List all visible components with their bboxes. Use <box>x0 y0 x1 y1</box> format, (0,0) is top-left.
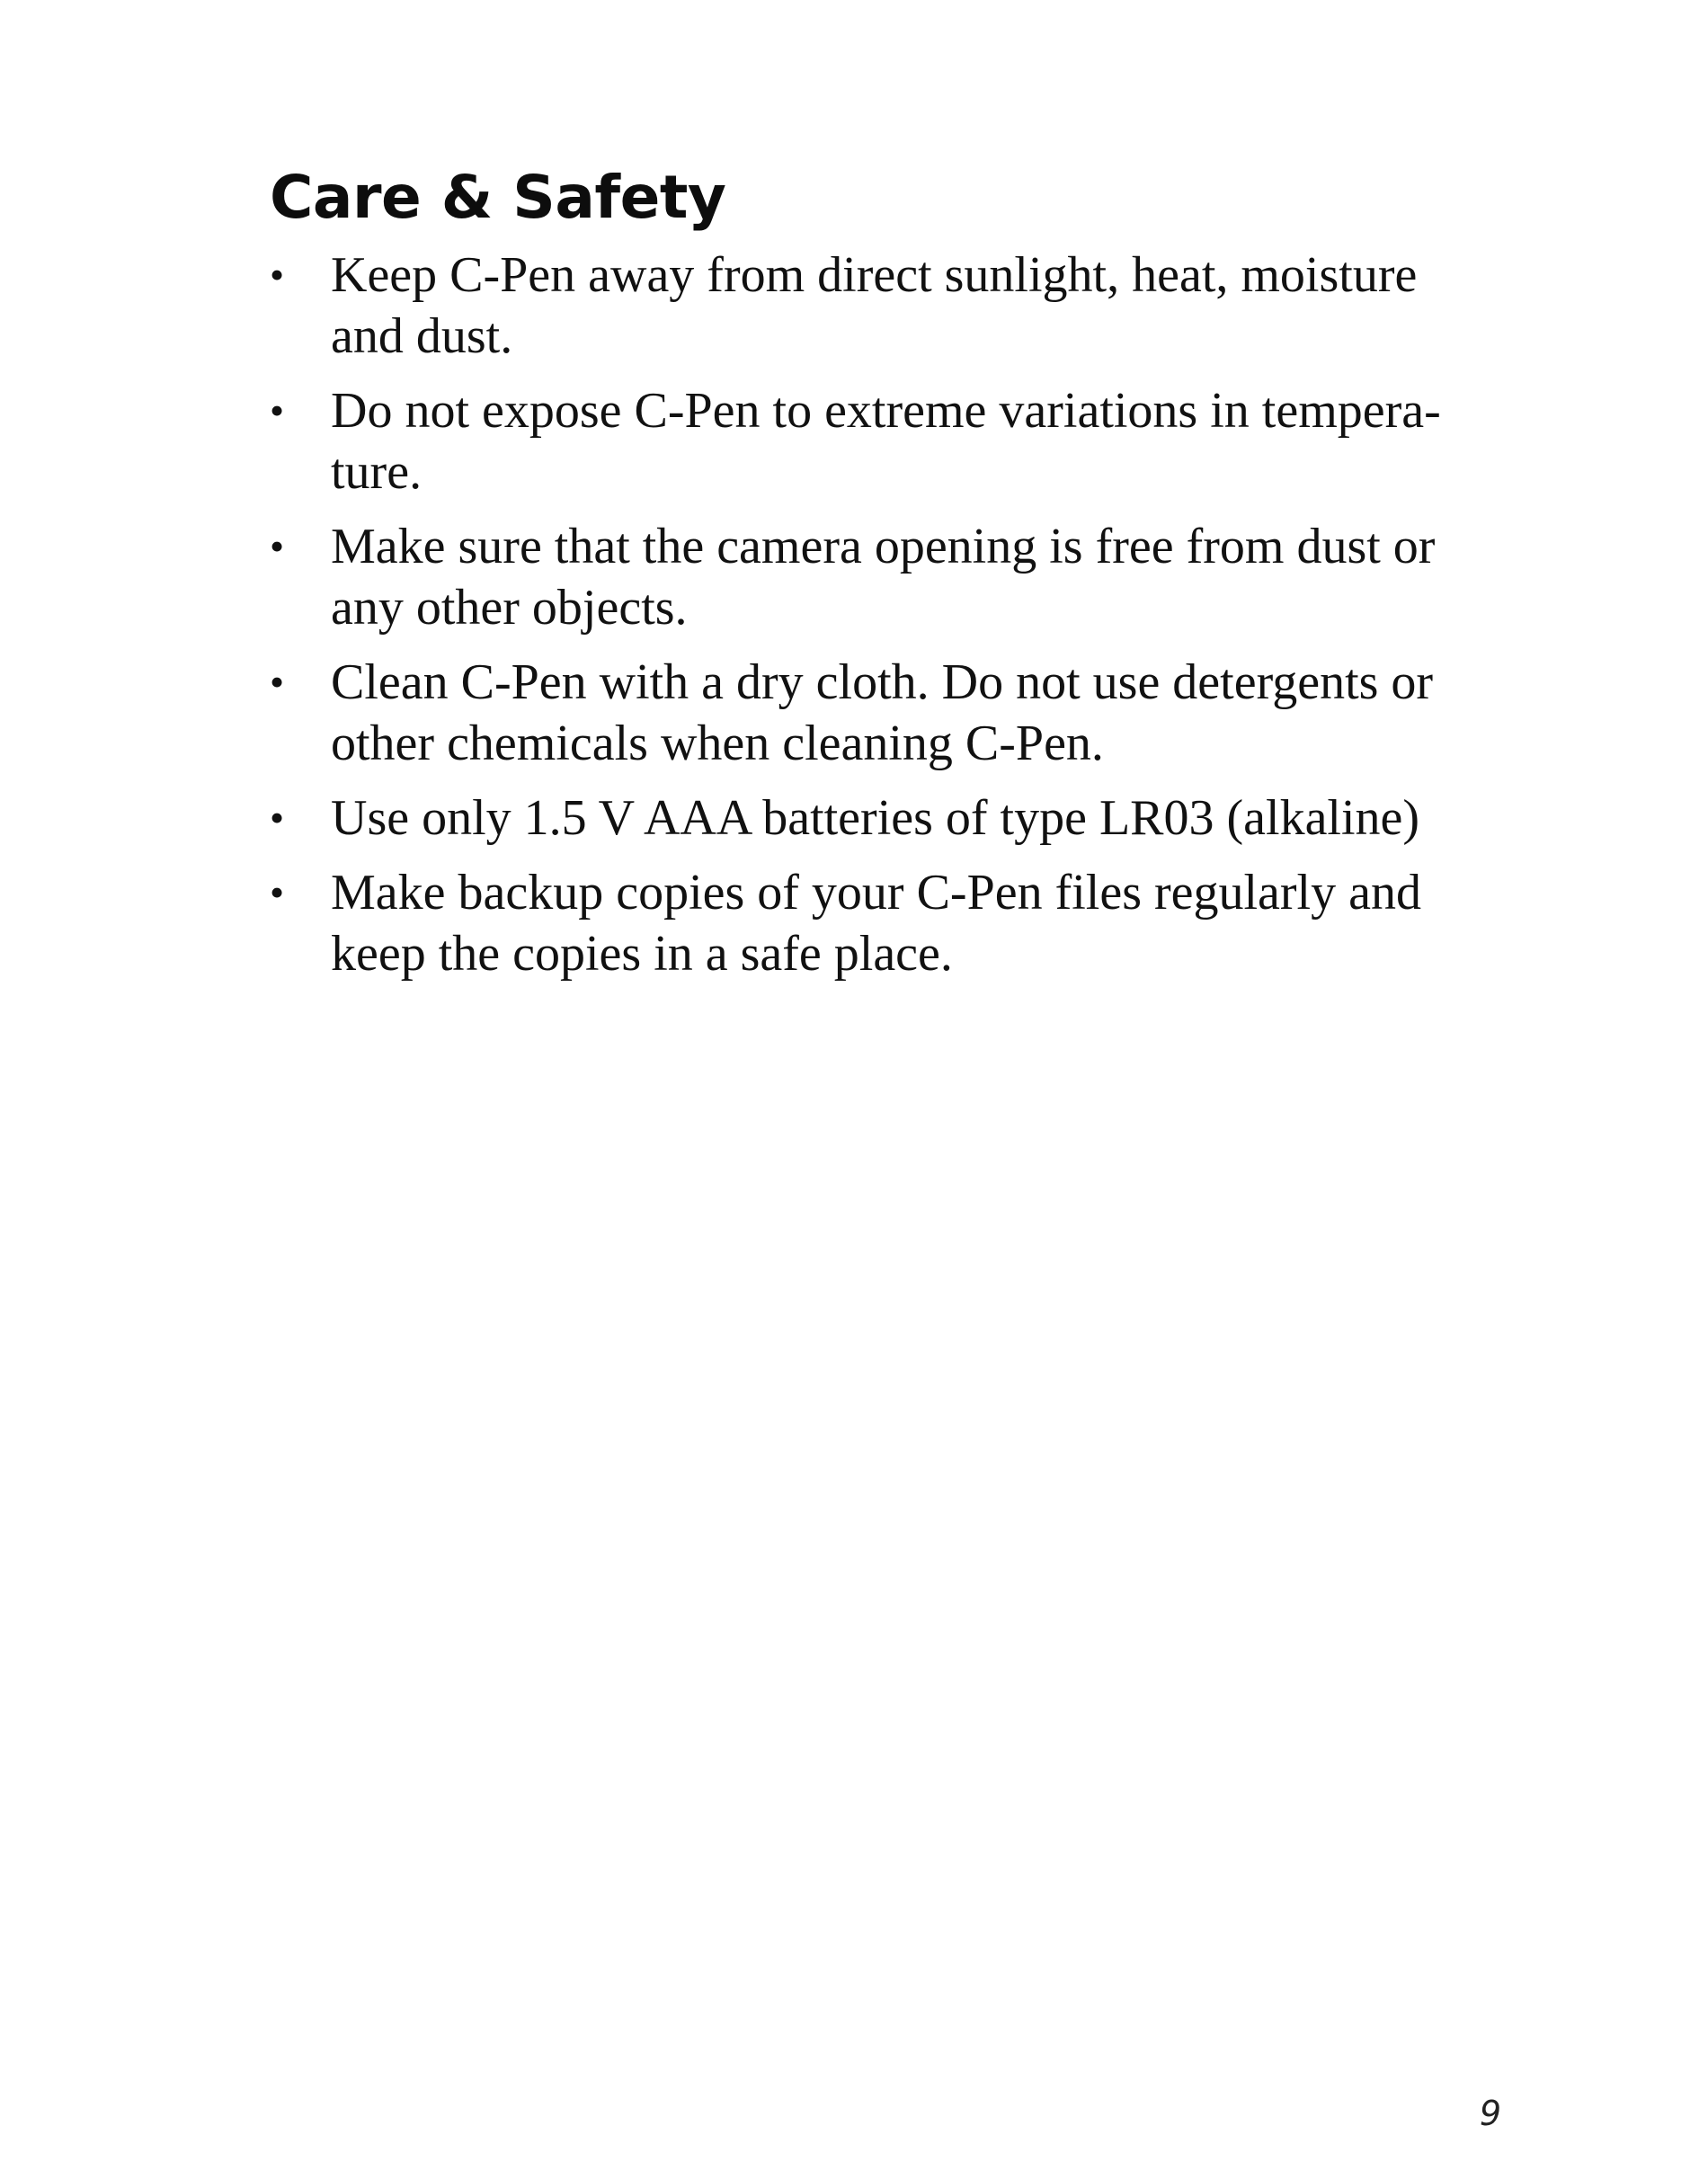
bullet-icon: • <box>270 659 285 705</box>
item-text-line: Clean C-Pen with a dry cloth. Do not use detergents or <box>331 654 1434 710</box>
item-text-line: keep the copies in a safe place. <box>331 926 953 982</box>
item-text-line: Use only 1.5 V AAA batteries of type LR03 (alkaline) <box>331 790 1420 846</box>
section-heading: Care & Safety <box>270 163 726 232</box>
bullet-icon: • <box>270 795 285 840</box>
item-text-line: ture. <box>331 444 423 500</box>
bullet-icon: • <box>270 252 285 298</box>
item-text-line: other chemicals when cleaning C-Pen. <box>331 716 1104 771</box>
item-text-line: any other objects. <box>331 580 688 636</box>
item-text-line: Make backup copies of your C-Pen files regularly and <box>331 865 1421 921</box>
item-text-line: Keep C-Pen away from direct sunlight, heat, moisture <box>331 247 1418 303</box>
bullet-icon: • <box>270 387 285 433</box>
bullet-icon: • <box>270 523 285 569</box>
item-text-line: Make sure that the camera opening is free from dust or <box>331 519 1436 574</box>
list-item <box>270 787 1510 849</box>
bullet-icon: • <box>270 869 285 915</box>
list-item <box>270 862 1510 984</box>
list-item <box>270 380 1510 503</box>
list-item <box>270 516 1510 638</box>
safety-list <box>270 245 1510 998</box>
item-text-line: and dust. <box>331 308 513 364</box>
list-item <box>270 652 1510 774</box>
page-number: 9 <box>1479 2094 1501 2133</box>
list-item <box>270 245 1510 367</box>
item-text-line: Do not expose C-Pen to extreme variations in tempera- <box>331 383 1441 439</box>
